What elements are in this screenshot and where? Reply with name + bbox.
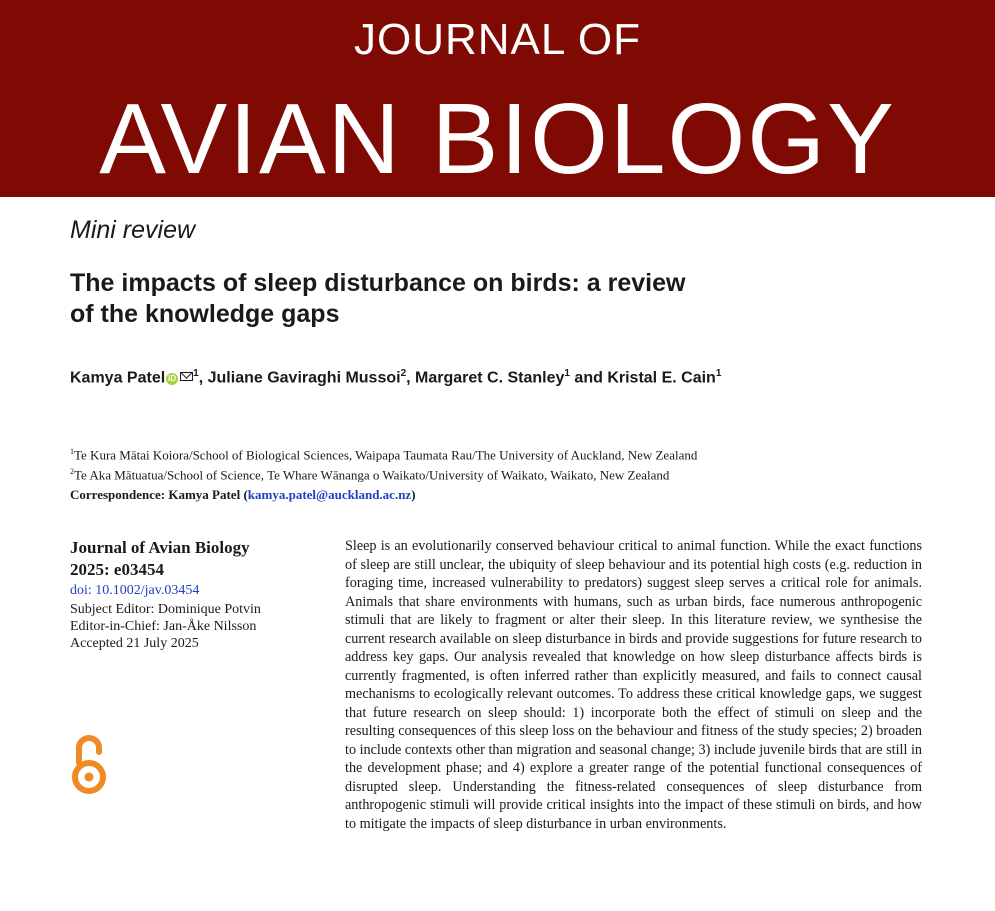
abstract: Sleep is an evolutionarily conserved behaviour critical to animal function. While the exact functions of sleep are still unclear, the ubiquity of sleep behaviour and its potential high costs (e.g. reduction in foraging time, increased vulnerability to predators) suggest sleep serves a critical role for animals. Animals that share environments with humans, such as urban birds, face numerous anthropogenic stimuli that are likely to fragment or alter their sleep. In this literature review, we synthesise the current research available on sleep disturbance in birds and provide suggestions for future research to address key gaps. Our analysis revealed that knowledge on how sleep disturbance affects birds is currently fragmented, is often inferred rather than explicitly measured, and fails to connect causal mechanisms to ecologically relevant outcomes. To address these critical knowledge gaps, we suggest that future research on sleep should: 1) incorporate both the effect of stimuli on sleep and the resulting consequences of this sleep loss on the behaviour and fitness of the study species; 2) broaden to include contexts other than migration and seasonal change; 3) include juvenile birds that are still in the development phase; and 4) explore a greater range of the potential functional consequences of disrupted sleep. Understanding the fitness-related consequences of sleep disturbance from anthropogenic stimuli will provide critical insights into the impact of these stimuli on birds, and how to mitigate the impacts of sleep disturbance in urban environments. bbox=[345, 538, 922, 832]
affiliation-item bbox=[70, 463, 950, 483]
author-name[interactable]: Juliane Gaviraghi Mussoi bbox=[207, 369, 401, 387]
affiliations bbox=[70, 443, 950, 484]
correspondence-label: Correspondence: Kamya Patel bbox=[70, 487, 241, 502]
correspondence: Correspondence: Kamya Patel (kamya.patel@auckland.ac.nz) bbox=[70, 487, 416, 502]
article-title: The impacts of sleep disturbance on birds: a review of the knowledge gaps bbox=[70, 269, 686, 328]
open-access-icon bbox=[68, 733, 110, 797]
author-separator: , bbox=[406, 369, 416, 387]
email-icon[interactable] bbox=[180, 372, 193, 381]
affiliation-text: Te Aka Mātuatua/School of Science, Te Whare Wānanga o Waikato/University of Waikato, Waikato, New Zealand bbox=[74, 467, 670, 483]
author-list bbox=[70, 368, 950, 387]
author-affil: 1 bbox=[564, 368, 570, 379]
affiliation-item bbox=[70, 443, 950, 463]
journal-banner-line2: AVIAN BIOLOGY bbox=[99, 83, 896, 195]
doi-link[interactable]: doi: 10.1002/jav.03454 bbox=[70, 583, 200, 598]
journal-banner-line1: JOURNAL OF bbox=[353, 15, 642, 64]
accepted-date: Accepted 21 July 2025 bbox=[70, 636, 199, 651]
author-separator: and bbox=[569, 369, 608, 387]
journal-info bbox=[70, 537, 330, 652]
journal-volume: 2025: e03454 bbox=[70, 560, 164, 579]
author-name[interactable]: Margaret C. Stanley bbox=[415, 369, 565, 387]
author-affil: 1 bbox=[715, 368, 722, 379]
affiliation-number: 1 bbox=[70, 447, 74, 456]
article-type: Mini review bbox=[70, 216, 196, 244]
author-affil: 1 bbox=[193, 368, 199, 379]
affiliation-text: Te Kura Mātai Koiora/School of Biological Sciences, Waipapa Taumata Rau/The University of Auckland, New Zealand bbox=[74, 447, 698, 463]
journal-name: Journal of Avian Biology bbox=[70, 538, 250, 557]
author-name[interactable]: Kamya Patel bbox=[70, 369, 166, 387]
author-separator: , bbox=[198, 369, 208, 387]
editor-in-chief: Editor-in-Chief: Jan-Åke Nilsson bbox=[70, 619, 257, 634]
author-name[interactable]: Kristal E. Cain bbox=[607, 369, 716, 387]
correspondence-email-link[interactable]: kamya.patel@auckland.ac.nz bbox=[247, 487, 412, 502]
author-affil: 2 bbox=[400, 368, 407, 379]
affiliation-number: 2 bbox=[70, 467, 74, 477]
journal-banner bbox=[0, 0, 995, 197]
subject-editor: Subject Editor: Dominique Potvin bbox=[70, 602, 261, 617]
orcid-icon[interactable]: iD bbox=[168, 374, 177, 384]
